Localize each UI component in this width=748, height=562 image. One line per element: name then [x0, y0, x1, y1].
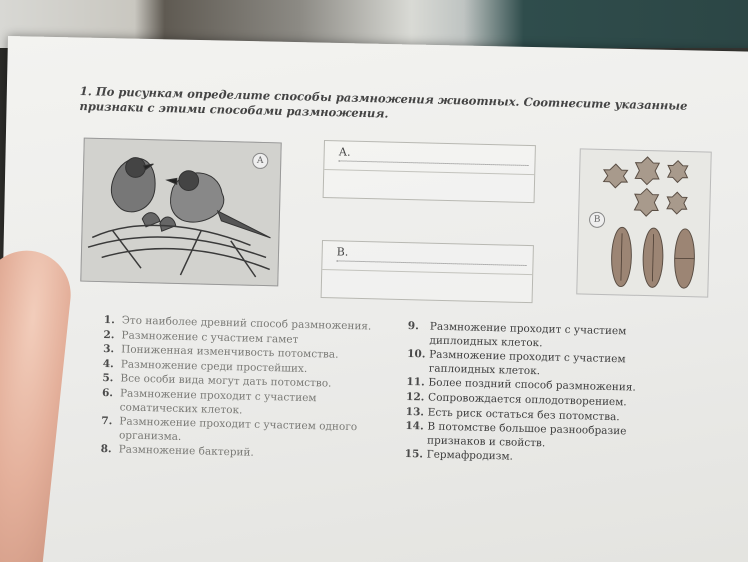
answer-box-b[interactable]	[321, 240, 534, 303]
list-item: 11. Более поздний способ размножения.	[406, 376, 636, 394]
photo-a-tag: А	[252, 153, 268, 169]
features-list-right	[405, 320, 688, 470]
list-item: 12. Сопровождается оплодотворением.	[405, 390, 627, 409]
list-item: 4. Размножение среди простейших.	[102, 357, 308, 375]
list-item: 14. В потомстве большое разнообразие признаков и свойств.	[405, 420, 627, 450]
answer-label-b: В.	[336, 245, 526, 266]
answer-line-b	[322, 269, 532, 275]
answer-box-a[interactable]	[323, 140, 536, 203]
list-item: 6. Размножение проходит с участием соматических клеток.	[101, 386, 317, 416]
list-item: 1. Это наиболее древний способ размножения.	[103, 314, 372, 333]
list-item: 8. Размножение бактерий.	[100, 443, 254, 460]
list-item: 3. Пониженная изменчивость потомства.	[102, 343, 339, 361]
list-item: 15. Гермафродизм.	[404, 448, 514, 463]
answer-label-a: А.	[338, 145, 528, 166]
list-item: 7. Размножение проходит с участием одного организма.	[101, 415, 358, 443]
task-heading: 1. По рисункам определите способы размножения животных. Соотнесите указанные признаки с этими способами размножения.	[79, 84, 688, 121]
features-list-left	[100, 314, 393, 465]
cells-b-tag: В	[589, 212, 605, 228]
birds-nest-drawing	[80, 138, 281, 287]
list-item: 10. Размножение проходит с участием гаплоидных клеток.	[407, 348, 626, 378]
answer-line-a	[324, 169, 534, 175]
list-item: 2. Размножение с участием гамет	[103, 328, 299, 346]
dividing-cells-drawing	[576, 148, 712, 297]
list-item: 13. Есть риск остаться без потомства.	[405, 405, 620, 423]
list-item: 5. Все особи вида могут дать потомство.	[102, 372, 332, 390]
list-item: 9. Размножение проходит с участием диплоидных клеток.	[407, 320, 627, 349]
